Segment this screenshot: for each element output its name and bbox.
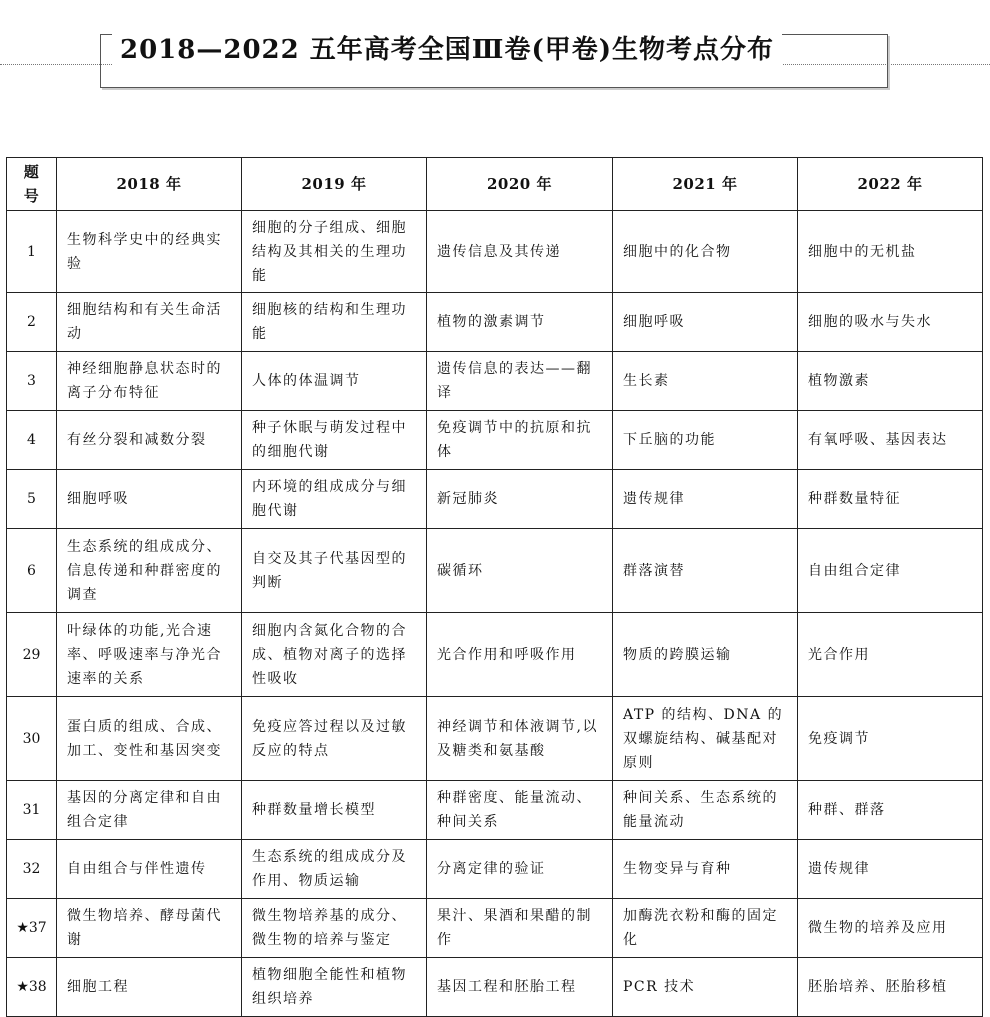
- topic-2020: 新冠肺炎: [427, 470, 613, 529]
- topic-2022: 光合作用: [798, 613, 983, 697]
- topic-2020: 神经调节和体液调节,以及糖类和氨基酸: [427, 697, 613, 781]
- table-row: [7, 840, 983, 899]
- question-number: 2: [7, 293, 57, 352]
- topic-2021: 物质的跨膜运输: [613, 613, 798, 697]
- topic-2021: 种间关系、生态系统的能量流动: [613, 781, 798, 840]
- topic-2018: 叶绿体的功能,光合速率、呼吸速率与净光合速率的关系: [57, 613, 242, 697]
- question-number: 29: [7, 613, 57, 697]
- topic-2021: 生物变异与育种: [613, 840, 798, 899]
- question-number: 31: [7, 781, 57, 840]
- table-row: [7, 352, 983, 411]
- header-2020: 2020 年: [427, 158, 613, 211]
- table-row: [7, 899, 983, 958]
- topic-2018: 蛋白质的组成、合成、加工、变性和基因突变: [57, 697, 242, 781]
- topic-2020: 分离定律的验证: [427, 840, 613, 899]
- topic-2020: 种群密度、能量流动、种间关系: [427, 781, 613, 840]
- topic-2022: 种群、群落: [798, 781, 983, 840]
- topic-2021: 细胞中的化合物: [613, 211, 798, 293]
- topic-2022: 微生物的培养及应用: [798, 899, 983, 958]
- topic-2020: 遗传信息及其传递: [427, 211, 613, 293]
- topic-2021: 细胞呼吸: [613, 293, 798, 352]
- table-row: [7, 958, 983, 1017]
- topic-2022: 植物激素: [798, 352, 983, 411]
- topic-2019: 细胞内含氮化合物的合成、植物对离子的选择性吸收: [242, 613, 427, 697]
- topic-2021: 遗传规律: [613, 470, 798, 529]
- question-number: 4: [7, 411, 57, 470]
- header-question-number: 题号: [7, 158, 57, 211]
- topic-2018: 基因的分离定律和自由组合定律: [57, 781, 242, 840]
- question-number: 1: [7, 211, 57, 293]
- table-row: [7, 293, 983, 352]
- question-number: 3: [7, 352, 57, 411]
- topic-2019: 种子休眠与萌发过程中的细胞代谢: [242, 411, 427, 470]
- table-row: [7, 470, 983, 529]
- topic-2019: 种群数量增长模型: [242, 781, 427, 840]
- topic-2020: 光合作用和呼吸作用: [427, 613, 613, 697]
- topic-2018: 生物科学史中的经典实验: [57, 211, 242, 293]
- header-2018: 2018 年: [57, 158, 242, 211]
- topic-2018: 细胞结构和有关生命活动: [57, 293, 242, 352]
- topic-2019: 自交及其子代基因型的判断: [242, 529, 427, 613]
- topic-2018: 细胞工程: [57, 958, 242, 1017]
- question-number: ★37: [7, 899, 57, 958]
- table-row: [7, 411, 983, 470]
- topic-2018: 神经细胞静息状态时的离子分布特征: [57, 352, 242, 411]
- topic-2022: 细胞中的无机盐: [798, 211, 983, 293]
- header-2019: 2019 年: [242, 158, 427, 211]
- topic-2020: 果汁、果酒和果醋的制作: [427, 899, 613, 958]
- topic-2018: 微生物培养、酵母菌代谢: [57, 899, 242, 958]
- topic-2019: 免疫应答过程以及过敏反应的特点: [242, 697, 427, 781]
- topic-2019: 生态系统的组成成分及作用、物质运输: [242, 840, 427, 899]
- header-2022: 2022 年: [798, 158, 983, 211]
- topic-2021: 下丘脑的功能: [613, 411, 798, 470]
- topic-2021: ATP 的结构、DNA 的双螺旋结构、碱基配对原则: [613, 697, 798, 781]
- table-row: [7, 211, 983, 293]
- topic-2019: 人体的体温调节: [242, 352, 427, 411]
- topic-2022: 免疫调节: [798, 697, 983, 781]
- topic-2019: 细胞核的结构和生理功能: [242, 293, 427, 352]
- topic-2020: 植物的激素调节: [427, 293, 613, 352]
- table-row: [7, 613, 983, 697]
- topic-2020: 基因工程和胚胎工程: [427, 958, 613, 1017]
- topic-2018: 生态系统的组成成分、信息传递和种群密度的调查: [57, 529, 242, 613]
- question-number: ★38: [7, 958, 57, 1017]
- topic-2020: 遗传信息的表达——翻译: [427, 352, 613, 411]
- topic-2021: PCR 技术: [613, 958, 798, 1017]
- topic-2018: 自由组合与伴性遗传: [57, 840, 242, 899]
- topic-2020: 免疫调节中的抗原和抗体: [427, 411, 613, 470]
- table-row: [7, 781, 983, 840]
- topic-2022: 细胞的吸水与失水: [798, 293, 983, 352]
- table-row: [7, 529, 983, 613]
- table-row: [7, 697, 983, 781]
- table-header-row: [7, 158, 983, 211]
- question-number: 32: [7, 840, 57, 899]
- topic-2022: 自由组合定律: [798, 529, 983, 613]
- topic-2019: 微生物培养基的成分、微生物的培养与鉴定: [242, 899, 427, 958]
- topic-2021: 加酶洗衣粉和酶的固定化: [613, 899, 798, 958]
- page-title: 2018—2022 五年高考全国Ⅲ卷(甲卷)生物考点分布: [112, 25, 782, 70]
- question-number: 6: [7, 529, 57, 613]
- topic-2022: 种群数量特征: [798, 470, 983, 529]
- topic-2018: 细胞呼吸: [57, 470, 242, 529]
- topic-2022: 有氧呼吸、基因表达: [798, 411, 983, 470]
- topic-2019: 细胞的分子组成、细胞结构及其相关的生理功能: [242, 211, 427, 293]
- topic-2018: 有丝分裂和减数分裂: [57, 411, 242, 470]
- topic-2020: 碳循环: [427, 529, 613, 613]
- topic-2021: 群落演替: [613, 529, 798, 613]
- question-number: 30: [7, 697, 57, 781]
- topic-2019: 内环境的组成成分与细胞代谢: [242, 470, 427, 529]
- topic-2021: 生长素: [613, 352, 798, 411]
- header-2021: 2021 年: [613, 158, 798, 211]
- topic-2019: 植物细胞全能性和植物组织培养: [242, 958, 427, 1017]
- topic-2022: 遗传规律: [798, 840, 983, 899]
- exam-topic-table: [6, 157, 983, 1017]
- question-number: 5: [7, 470, 57, 529]
- topic-2022: 胚胎培养、胚胎移植: [798, 958, 983, 1017]
